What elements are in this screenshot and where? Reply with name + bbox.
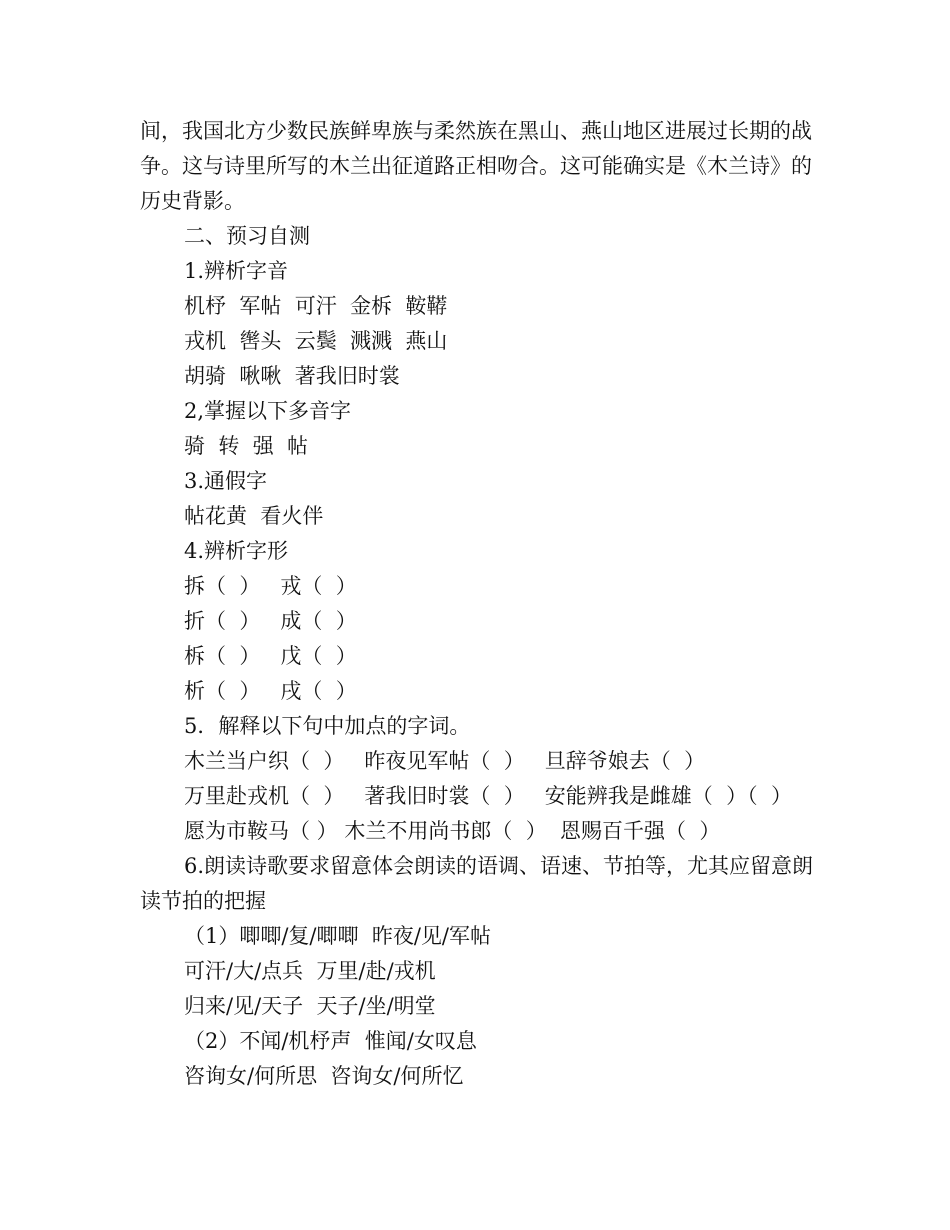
question-6-line-4: （2）不闻/机杼声 惟闻/女叹息: [184, 1029, 477, 1053]
question-3-line-1: 帖花黄 看火伴: [184, 504, 324, 528]
question-1-line-1: 机杼 军帖 可汗 金柝 鞍鞯: [184, 294, 448, 318]
section-title: 二、预习自测: [184, 224, 310, 248]
question-6-line-3: 归来/见/天子 天子/坐/明堂: [184, 994, 436, 1018]
question-6-line-5: 咨询女/何所思 咨询女/何所忆: [184, 1064, 464, 1088]
question-4-row-4: 析（ ） 戌（ ）: [184, 679, 357, 703]
question-5-line-1: 木兰当户织（ ） 昨夜见军帖（ ） 旦辞爷娘去（ ）: [184, 749, 706, 773]
question-1-line-3: 胡骑 啾啾 著我旧时裳: [184, 364, 400, 388]
question-5-line-3: 愿为市鞍马（ ） 木兰不用尚书郎（ ） 恩赐百千强（ ）: [184, 819, 721, 843]
question-4-row-1: 拆（ ） 戎（ ）: [184, 574, 357, 598]
question-1-title: 1.辨析字音: [184, 259, 289, 283]
question-4-title: 4.辨析字形: [184, 539, 289, 563]
question-2-line-1: 骑 转 强 帖: [184, 434, 309, 458]
question-3-title: 3.通假字: [184, 469, 268, 493]
question-6-line-1: （1）唧唧/复/唧唧 昨夜/见/军帖: [184, 924, 492, 948]
question-6-line-2: 可汗/大/点兵 万里/赴/戎机: [184, 959, 436, 983]
intro-paragraph: 间，我国北方少数民族鲜卑族与柔然族在黑山、燕山地区进展过长期的战争。这与诗里所写的木兰出征道路正相吻合。这可能确实是《木兰诗》的历史背影。: [140, 119, 812, 213]
question-2-title: 2,掌握以下多音字: [184, 399, 352, 423]
question-5-line-2: 万里赴戎机（ ） 著我旧时裳（ ） 安能辨我是雌雄（ ）（ ）: [184, 784, 792, 808]
document-body: [140, 114, 820, 1094]
question-1-line-2: 戎机 辔头 云鬓 溅溅 燕山: [184, 329, 448, 353]
question-4-row-3: 柝（ ） 戊（ ）: [184, 644, 357, 668]
question-6-text: 6.朗读诗歌要求留意体会朗读的语调、语速、节拍等，尤其应留意朗读节拍的把握: [140, 854, 814, 913]
question-4-row-2: 折（ ） 成（ ）: [184, 609, 357, 633]
question-5-title: 5．解释以下句中加点的字词。: [184, 714, 471, 738]
